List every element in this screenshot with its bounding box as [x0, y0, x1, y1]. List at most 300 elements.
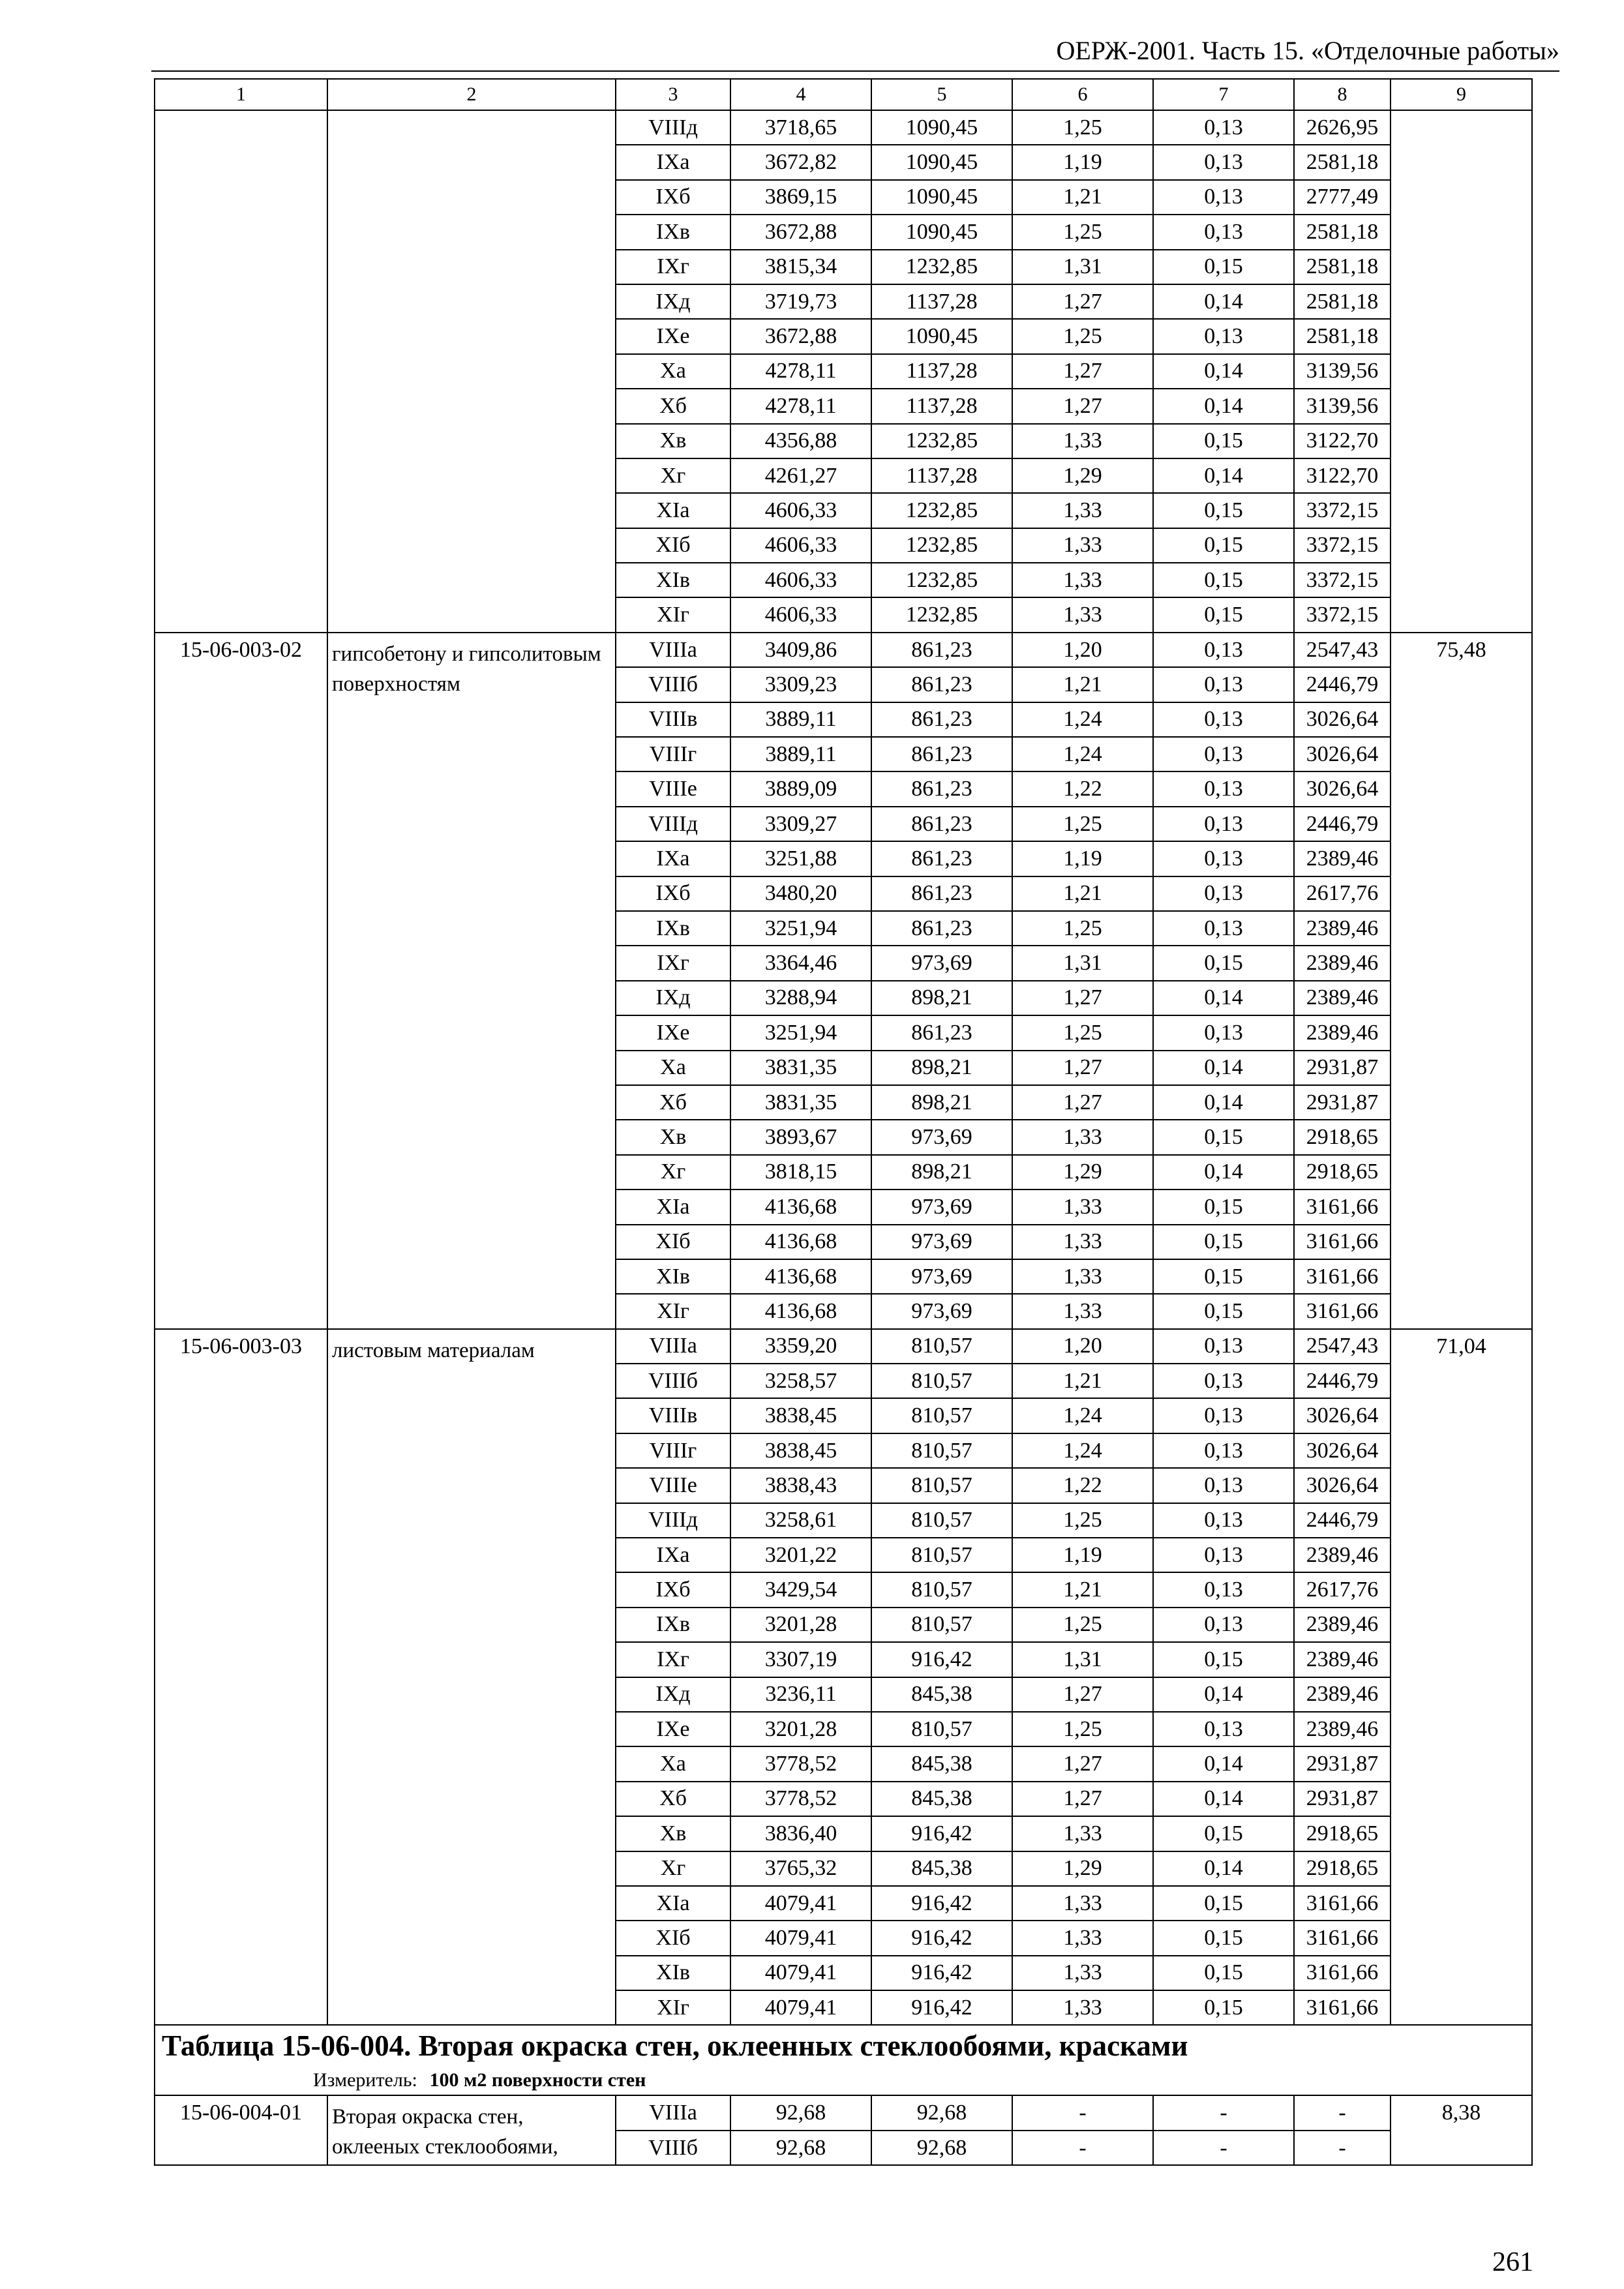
- machine-operation-cell: 1,27: [1012, 1051, 1153, 1085]
- direct-costs-cell: 4278,11: [730, 389, 871, 423]
- direct-costs-cell: 4606,33: [730, 563, 871, 597]
- wages-cell: 92,68: [871, 2095, 1012, 2130]
- zone-cell: VIIIд: [616, 1503, 730, 1538]
- zone-cell: XIб: [616, 1921, 730, 1955]
- zone-cell: Xг: [616, 1851, 730, 1886]
- wages-cell: 810,57: [871, 1329, 1012, 1364]
- wages-cell: 810,57: [871, 1712, 1012, 1746]
- machine-operation-cell: 1,29: [1012, 458, 1153, 493]
- zone-cell: IXг: [616, 1642, 730, 1677]
- direct-costs-cell: 3889,11: [730, 737, 871, 771]
- machinist-wages-cell: 0,14: [1153, 981, 1294, 1015]
- wages-cell: 973,69: [871, 1294, 1012, 1328]
- direct-costs-cell: 3778,52: [730, 1782, 871, 1816]
- wages-cell: 861,23: [871, 807, 1012, 841]
- zone-cell: IXе: [616, 319, 730, 353]
- machine-operation-cell: 1,21: [1012, 1572, 1153, 1607]
- direct-costs-cell: 3672,88: [730, 319, 871, 353]
- column-number: 6: [1012, 79, 1153, 110]
- materials-cell: 3161,66: [1294, 1921, 1391, 1955]
- materials-cell: 3372,15: [1294, 493, 1391, 528]
- code-cell-empty: [155, 110, 327, 633]
- machinist-wages-cell: 0,15: [1153, 250, 1294, 284]
- wages-cell: 973,69: [871, 1189, 1012, 1224]
- materials-cell: 2547,43: [1294, 633, 1391, 667]
- machinist-wages-cell: 0,13: [1153, 215, 1294, 249]
- materials-cell: 3026,64: [1294, 737, 1391, 771]
- direct-costs-cell: 3251,88: [730, 841, 871, 876]
- machine-operation-cell: 1,33: [1012, 1259, 1153, 1294]
- zone-cell: VIIIв: [616, 702, 730, 737]
- machine-operation-cell: 1,27: [1012, 1677, 1153, 1712]
- direct-costs-cell: 4261,27: [730, 458, 871, 493]
- materials-cell: 2918,65: [1294, 1120, 1391, 1154]
- direct-costs-cell: 3429,54: [730, 1572, 871, 1607]
- page-number: 261: [1492, 2247, 1533, 2277]
- rate-code: 15-06-004-01: [155, 2095, 327, 2165]
- wages-cell: 916,42: [871, 1886, 1012, 1921]
- zone-cell: Xа: [616, 1746, 730, 1781]
- direct-costs-cell: 3201,28: [730, 1608, 871, 1642]
- zone-cell: XIб: [616, 528, 730, 563]
- work-cell-empty: [327, 110, 616, 633]
- zone-cell: XIа: [616, 493, 730, 528]
- direct-costs-cell: 4606,33: [730, 493, 871, 528]
- machinist-wages-cell: 0,14: [1153, 1155, 1294, 1189]
- wages-cell: 861,23: [871, 633, 1012, 667]
- machinist-wages-cell: 0,15: [1153, 1189, 1294, 1224]
- wages-cell: 973,69: [871, 1225, 1012, 1259]
- materials-cell: 2389,46: [1294, 1608, 1391, 1642]
- zone-cell: Xб: [616, 1782, 730, 1816]
- machine-operation-cell: -: [1012, 2131, 1153, 2165]
- materials-cell: 2931,87: [1294, 1051, 1391, 1085]
- wages-cell: 810,57: [871, 1608, 1012, 1642]
- zone-cell: IXв: [616, 1608, 730, 1642]
- direct-costs-cell: 3309,27: [730, 807, 871, 841]
- zone-cell: IXб: [616, 876, 730, 911]
- machine-operation-cell: 1,25: [1012, 110, 1153, 145]
- direct-costs-cell: 4136,68: [730, 1294, 871, 1328]
- wages-cell: 1232,85: [871, 250, 1012, 284]
- zone-cell: VIIIа: [616, 2095, 730, 2130]
- materials-cell: 3026,64: [1294, 771, 1391, 806]
- machinist-wages-cell: 0,15: [1153, 424, 1294, 458]
- machine-operation-cell: 1,19: [1012, 145, 1153, 179]
- zone-cell: VIIIд: [616, 110, 730, 145]
- machinist-wages-cell: 0,13: [1153, 702, 1294, 737]
- table-title: Таблица 15-06-004. Вторая окраска стен, оклеенных стеклообоями, красками: [155, 2025, 1532, 2066]
- materials-cell: 3026,64: [1294, 1398, 1391, 1433]
- machinist-wages-cell: 0,15: [1153, 1642, 1294, 1677]
- direct-costs-cell: 4278,11: [730, 354, 871, 389]
- materials-cell: 2389,46: [1294, 911, 1391, 946]
- wages-cell: 973,69: [871, 1120, 1012, 1154]
- machinist-wages-cell: 0,13: [1153, 110, 1294, 145]
- machine-operation-cell: 1,33: [1012, 1816, 1153, 1851]
- materials-cell: 3026,64: [1294, 1468, 1391, 1503]
- machine-operation-cell: 1,27: [1012, 1746, 1153, 1781]
- machinist-wages-cell: 0,13: [1153, 1608, 1294, 1642]
- machinist-wages-cell: 0,13: [1153, 1572, 1294, 1607]
- wages-cell: 92,68: [871, 2131, 1012, 2165]
- materials-cell: 2389,46: [1294, 841, 1391, 876]
- materials-cell: 2581,18: [1294, 250, 1391, 284]
- zone-cell: Xв: [616, 424, 730, 458]
- zone-cell: IXб: [616, 1572, 730, 1607]
- direct-costs-cell: 3869,15: [730, 180, 871, 215]
- work-description: листовым материалам: [327, 1329, 616, 2026]
- wages-cell: 861,23: [871, 737, 1012, 771]
- direct-costs-cell: 3288,94: [730, 981, 871, 1015]
- machinist-wages-cell: 0,13: [1153, 1398, 1294, 1433]
- direct-costs-cell: 3831,35: [730, 1051, 871, 1085]
- wages-cell: 916,42: [871, 1921, 1012, 1955]
- machine-operation-cell: 1,22: [1012, 1468, 1153, 1503]
- machine-operation-cell: 1,33: [1012, 1120, 1153, 1154]
- machine-operation-cell: 1,21: [1012, 1364, 1153, 1398]
- machinist-wages-cell: 0,15: [1153, 946, 1294, 980]
- zone-cell: Xа: [616, 354, 730, 389]
- machine-operation-cell: 1,33: [1012, 1990, 1153, 2025]
- machinist-wages-cell: 0,13: [1153, 737, 1294, 771]
- materials-cell: 3122,70: [1294, 458, 1391, 493]
- materials-cell: 2547,43: [1294, 1329, 1391, 1364]
- zone-cell: VIIIе: [616, 1468, 730, 1503]
- direct-costs-cell: 3889,11: [730, 702, 871, 737]
- machine-operation-cell: 1,33: [1012, 1189, 1153, 1224]
- wages-cell: 1232,85: [871, 563, 1012, 597]
- materials-cell: 2918,65: [1294, 1816, 1391, 1851]
- machine-operation-cell: 1,33: [1012, 1921, 1153, 1955]
- machine-operation-cell: -: [1012, 2095, 1153, 2130]
- direct-costs-cell: 3409,86: [730, 633, 871, 667]
- direct-costs-cell: 3719,73: [730, 284, 871, 319]
- materials-cell: 2931,87: [1294, 1085, 1391, 1120]
- machinist-wages-cell: 0,15: [1153, 1921, 1294, 1955]
- zone-cell: VIIIд: [616, 807, 730, 841]
- table-row: [155, 110, 1532, 145]
- zone-cell: IXе: [616, 1712, 730, 1746]
- wages-cell: 1232,85: [871, 597, 1012, 632]
- wages-cell: 845,38: [871, 1677, 1012, 1712]
- materials-cell: 3161,66: [1294, 1294, 1391, 1328]
- zone-cell: IXв: [616, 215, 730, 249]
- zone-cell: VIIIб: [616, 667, 730, 702]
- machinist-wages-cell: 0,14: [1153, 1085, 1294, 1120]
- machine-operation-cell: 1,25: [1012, 807, 1153, 841]
- zone-cell: XIв: [616, 1259, 730, 1294]
- table-row: [155, 633, 1532, 667]
- materials-cell: -: [1294, 2095, 1391, 2130]
- wages-cell: 1232,85: [871, 424, 1012, 458]
- direct-costs-cell: 3672,88: [730, 215, 871, 249]
- table-row: [155, 1329, 1532, 1364]
- machinist-wages-cell: 0,14: [1153, 1782, 1294, 1816]
- column-number: 5: [871, 79, 1012, 110]
- zone-cell: Xа: [616, 1051, 730, 1085]
- direct-costs-cell: 3251,94: [730, 911, 871, 946]
- machine-operation-cell: 1,21: [1012, 667, 1153, 702]
- materials-cell: 2389,46: [1294, 1712, 1391, 1746]
- machinist-wages-cell: 0,15: [1153, 1956, 1294, 1990]
- running-header: ОЕРЖ-2001. Часть 15. «Отделочные работы»: [1056, 36, 1559, 65]
- machinist-wages-cell: 0,14: [1153, 389, 1294, 423]
- machine-operation-cell: 1,24: [1012, 737, 1153, 771]
- materials-cell: 2581,18: [1294, 145, 1391, 179]
- direct-costs-cell: 3765,32: [730, 1851, 871, 1886]
- column-number: 8: [1294, 79, 1391, 110]
- zone-cell: IXа: [616, 145, 730, 179]
- zone-cell: VIIIг: [616, 737, 730, 771]
- materials-cell: 2446,79: [1294, 667, 1391, 702]
- machine-operation-cell: 1,19: [1012, 841, 1153, 876]
- machinist-wages-cell: 0,13: [1153, 1433, 1294, 1468]
- materials-cell: 2931,87: [1294, 1746, 1391, 1781]
- wages-cell: 1232,85: [871, 528, 1012, 563]
- machine-operation-cell: 1,31: [1012, 1642, 1153, 1677]
- materials-cell: 2389,46: [1294, 1642, 1391, 1677]
- table-row: [155, 2095, 1532, 2130]
- materials-cell: 2918,65: [1294, 1155, 1391, 1189]
- wages-cell: 810,57: [871, 1538, 1012, 1572]
- materials-cell: 2617,76: [1294, 876, 1391, 911]
- machinist-wages-cell: 0,13: [1153, 876, 1294, 911]
- machine-operation-cell: 1,24: [1012, 702, 1153, 737]
- direct-costs-cell: 3836,40: [730, 1816, 871, 1851]
- machine-operation-cell: 1,33: [1012, 493, 1153, 528]
- direct-costs-cell: 4079,41: [730, 1921, 871, 1955]
- direct-costs-cell: 92,68: [730, 2095, 871, 2130]
- materials-cell: 2581,18: [1294, 284, 1391, 319]
- machine-operation-cell: 1,33: [1012, 1294, 1153, 1328]
- wages-cell: 861,23: [871, 771, 1012, 806]
- machinist-wages-cell: 0,14: [1153, 354, 1294, 389]
- zone-cell: IXг: [616, 250, 730, 284]
- machine-operation-cell: 1,27: [1012, 1085, 1153, 1120]
- wages-cell: 861,23: [871, 841, 1012, 876]
- machinist-wages-cell: 0,14: [1153, 1051, 1294, 1085]
- zone-cell: Xб: [616, 1085, 730, 1120]
- wages-cell: 1090,45: [871, 319, 1012, 353]
- wages-cell: 1090,45: [871, 215, 1012, 249]
- materials-cell: 3026,64: [1294, 702, 1391, 737]
- zone-cell: VIIIа: [616, 633, 730, 667]
- machinist-wages-cell: 0,15: [1153, 1816, 1294, 1851]
- direct-costs-cell: 4356,88: [730, 424, 871, 458]
- wages-cell: 916,42: [871, 1816, 1012, 1851]
- direct-costs-cell: 3672,82: [730, 145, 871, 179]
- column-number: 1: [155, 79, 327, 110]
- direct-costs-cell: 3838,43: [730, 1468, 871, 1503]
- rates-table: [154, 78, 1533, 2166]
- materials-cell: 3161,66: [1294, 1259, 1391, 1294]
- materials-cell: 2581,18: [1294, 215, 1391, 249]
- machine-operation-cell: 1,22: [1012, 771, 1153, 806]
- wages-cell: 1090,45: [871, 180, 1012, 215]
- wages-cell: 845,38: [871, 1746, 1012, 1781]
- wages-cell: 861,23: [871, 702, 1012, 737]
- column-number: 7: [1153, 79, 1294, 110]
- materials-cell: 3372,15: [1294, 528, 1391, 563]
- wages-cell: 916,42: [871, 1990, 1012, 2025]
- wages-cell: 973,69: [871, 1259, 1012, 1294]
- machinist-wages-cell: 0,13: [1153, 771, 1294, 806]
- materials-cell: 2581,18: [1294, 319, 1391, 353]
- wages-cell: 1137,28: [871, 284, 1012, 319]
- machine-operation-cell: 1,25: [1012, 319, 1153, 353]
- direct-costs-cell: 3201,22: [730, 1538, 871, 1572]
- machine-operation-cell: 1,19: [1012, 1538, 1153, 1572]
- wages-cell: 1137,28: [871, 354, 1012, 389]
- machine-operation-cell: 1,27: [1012, 1782, 1153, 1816]
- wages-cell: 810,57: [871, 1398, 1012, 1433]
- direct-costs-cell: 3480,20: [730, 876, 871, 911]
- direct-costs-cell: 3893,67: [730, 1120, 871, 1154]
- base-price: 71,04: [1391, 1329, 1532, 2026]
- zone-cell: XIг: [616, 1990, 730, 2025]
- zone-cell: VIIIб: [616, 2131, 730, 2165]
- wages-cell: 1137,28: [871, 389, 1012, 423]
- wages-cell: 845,38: [871, 1851, 1012, 1886]
- machine-operation-cell: 1,21: [1012, 876, 1153, 911]
- materials-cell: 2931,87: [1294, 1782, 1391, 1816]
- zone-cell: IXв: [616, 911, 730, 946]
- materials-cell: 3139,56: [1294, 354, 1391, 389]
- machinist-wages-cell: 0,15: [1153, 1259, 1294, 1294]
- direct-costs-cell: 3889,09: [730, 771, 871, 806]
- machinist-wages-cell: 0,14: [1153, 1851, 1294, 1886]
- zone-cell: XIв: [616, 563, 730, 597]
- materials-cell: 2446,79: [1294, 807, 1391, 841]
- zone-cell: VIIIг: [616, 1433, 730, 1468]
- zone-cell: XIа: [616, 1189, 730, 1224]
- materials-cell: 3161,66: [1294, 1990, 1391, 2025]
- machinist-wages-cell: 0,14: [1153, 284, 1294, 319]
- zone-cell: Xв: [616, 1816, 730, 1851]
- direct-costs-cell: 4136,68: [730, 1189, 871, 1224]
- machinist-wages-cell: 0,15: [1153, 1225, 1294, 1259]
- materials-cell: 2626,95: [1294, 110, 1391, 145]
- machinist-wages-cell: -: [1153, 2095, 1294, 2130]
- machinist-wages-cell: 0,13: [1153, 1712, 1294, 1746]
- wages-cell: 861,23: [871, 667, 1012, 702]
- measure-cell: [155, 2066, 1532, 2095]
- wages-cell: 898,21: [871, 981, 1012, 1015]
- materials-cell: -: [1294, 2131, 1391, 2165]
- machine-operation-cell: 1,33: [1012, 424, 1153, 458]
- wages-cell: 810,57: [871, 1433, 1012, 1468]
- machinist-wages-cell: 0,13: [1153, 841, 1294, 876]
- machinist-wages-cell: 0,13: [1153, 1538, 1294, 1572]
- machinist-wages-cell: 0,13: [1153, 667, 1294, 702]
- base-price: 8,38: [1391, 2095, 1532, 2165]
- work-description: Вторая окраска стен, оклееных стеклообоями,: [327, 2095, 616, 2165]
- machinist-wages-cell: -: [1153, 2131, 1294, 2165]
- direct-costs-cell: 3831,35: [730, 1085, 871, 1120]
- materials-cell: 2777,49: [1294, 180, 1391, 215]
- wages-cell: 845,38: [871, 1782, 1012, 1816]
- wages-cell: 861,23: [871, 876, 1012, 911]
- zone-cell: IXд: [616, 284, 730, 319]
- column-number: 3: [616, 79, 730, 110]
- materials-cell: 2389,46: [1294, 1677, 1391, 1712]
- materials-cell: 3372,15: [1294, 597, 1391, 632]
- zone-cell: IXа: [616, 1538, 730, 1572]
- rate-code: 15-06-003-03: [155, 1329, 327, 2026]
- machinist-wages-cell: 0,15: [1153, 1294, 1294, 1328]
- header-rule: [151, 70, 1559, 72]
- direct-costs-cell: 3838,45: [730, 1433, 871, 1468]
- wages-cell: 861,23: [871, 911, 1012, 946]
- direct-costs-cell: 3258,61: [730, 1503, 871, 1538]
- measure-value: 100 м2 поверхности стен: [429, 2069, 646, 2091]
- table-title-row: [155, 2025, 1532, 2066]
- wages-cell: 810,57: [871, 1503, 1012, 1538]
- zone-cell: IXд: [616, 981, 730, 1015]
- machine-operation-cell: 1,25: [1012, 911, 1153, 946]
- zone-cell: XIа: [616, 1886, 730, 1921]
- direct-costs-cell: 3236,11: [730, 1677, 871, 1712]
- direct-costs-cell: 4606,33: [730, 597, 871, 632]
- machine-operation-cell: 1,31: [1012, 250, 1153, 284]
- zone-cell: VIIIб: [616, 1364, 730, 1398]
- machine-operation-cell: 1,27: [1012, 354, 1153, 389]
- machinist-wages-cell: 0,13: [1153, 319, 1294, 353]
- direct-costs-cell: 3778,52: [730, 1746, 871, 1781]
- work-description: гипсобетону и гипсолитовым поверхностям: [327, 633, 616, 1329]
- machine-operation-cell: 1,21: [1012, 180, 1153, 215]
- wages-cell: 1137,28: [871, 458, 1012, 493]
- machine-operation-cell: 1,25: [1012, 215, 1153, 249]
- wages-cell: 1232,85: [871, 493, 1012, 528]
- zone-cell: Xв: [616, 1120, 730, 1154]
- direct-costs-cell: 3359,20: [730, 1329, 871, 1364]
- wages-cell: 861,23: [871, 1015, 1012, 1050]
- price-cell-empty: [1391, 110, 1532, 633]
- column-number: 9: [1391, 79, 1532, 110]
- zone-cell: IXе: [616, 1015, 730, 1050]
- zone-cell: XIг: [616, 597, 730, 632]
- wages-cell: 898,21: [871, 1051, 1012, 1085]
- zone-cell: IXб: [616, 180, 730, 215]
- machinist-wages-cell: 0,15: [1153, 1990, 1294, 2025]
- column-number: 4: [730, 79, 871, 110]
- machine-operation-cell: 1,27: [1012, 981, 1153, 1015]
- machine-operation-cell: 1,20: [1012, 1329, 1153, 1364]
- zone-cell: IXг: [616, 946, 730, 980]
- zone-cell: VIIIв: [616, 1398, 730, 1433]
- machine-operation-cell: 1,33: [1012, 1225, 1153, 1259]
- materials-cell: 3161,66: [1294, 1225, 1391, 1259]
- direct-costs-cell: 92,68: [730, 2131, 871, 2165]
- wages-cell: 898,21: [871, 1155, 1012, 1189]
- machinist-wages-cell: 0,13: [1153, 807, 1294, 841]
- machinist-wages-cell: 0,13: [1153, 145, 1294, 179]
- direct-costs-cell: 3251,94: [730, 1015, 871, 1050]
- machine-operation-cell: 1,25: [1012, 1015, 1153, 1050]
- direct-costs-cell: 3309,23: [730, 667, 871, 702]
- measure-row: [155, 2066, 1532, 2095]
- direct-costs-cell: 3307,19: [730, 1642, 871, 1677]
- materials-cell: 2389,46: [1294, 1538, 1391, 1572]
- materials-cell: 2446,79: [1294, 1364, 1391, 1398]
- rates-table-wrapper: [154, 78, 1533, 2166]
- direct-costs-cell: 4079,41: [730, 1990, 871, 2025]
- materials-cell: 3161,66: [1294, 1886, 1391, 1921]
- machinist-wages-cell: 0,15: [1153, 1886, 1294, 1921]
- column-number-row: [155, 79, 1532, 110]
